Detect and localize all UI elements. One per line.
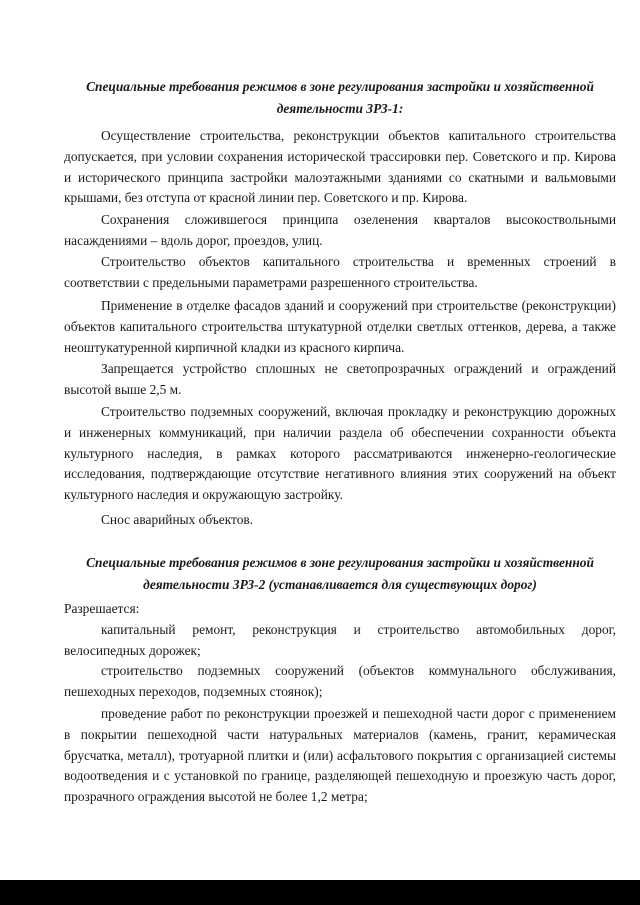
- document-page: [64, 0, 616, 880]
- section1-paragraph-4: Применение в отделке фасадов зданий и сооружений при строительстве (реконструкции) объектов капитального строительства штукатурной отделки светлых оттенков, дерева, а также неоштукатуренной кирпичной кладки из красного кирпича.: [64, 298, 616, 355]
- allowed-label: Разрешается:: [64, 601, 140, 616]
- section1-heading-line1: Специальные требования режимов в зоне регулирования застройки и хозяйственной: [86, 79, 594, 94]
- section1-paragraph-5: Запрещается устройство сплошных не светопрозрачных ограждений и ограждений высотой выше 2,5 м.: [64, 361, 616, 397]
- allowed-item-3: проведение работ по реконструкции проезжей и пешеходной части дорог с применением в покрытии пешеходной части натуральных материалов (камень, гранит, керамическая брусчатка, металл), тротуарной плитки и (или) асфальтового покрытия с организацией системы водоотведения и с установкой по границе, разделяющей пешеходную и проезжую часть дорог, прозрачного ограждения высотой не более 1,2 метра;: [64, 706, 616, 805]
- section1-paragraph-7: Снос аварийных объектов.: [101, 512, 254, 527]
- section1-paragraph-6: Строительство подземных сооружений, включая прокладку и реконструкцию дорожных и инженерных коммуникаций, при наличии раздела об обеспечении сохранности объекта культурного наследия, в рамках которого рассматриваются инженерно-геологические исследования, подтверждающие отсутствие негативного влияния этих сооружений на объект культурного наследия и окружающую застройку.: [64, 404, 616, 503]
- section1-heading-line2: деятельности ЗРЗ-1:: [276, 101, 404, 116]
- section1-paragraph-3: Строительство объектов капитального строительства и временных строений в соответствии с предельными параметрами разрешенного строительства.: [64, 254, 616, 290]
- section1-paragraph-1: Осуществление строительства, реконструкции объектов капитального строительства допускается, при условии сохранения исторической трассировки пер. Советского и пр. Кирова и исторического принципа застройки малоэтажными зданиями со скатными и вальмовыми крышами, без отступа от красной линии пер. Советского и пр. Кирова.: [64, 128, 616, 206]
- allowed-item-1: капитальный ремонт, реконструкция и строительство автомобильных дорог, велосипедных дорожек;: [64, 622, 616, 658]
- allowed-item-2: строительство подземных сооружений (объектов коммунального обслуживания, пешеходных переходов, подземных стоянок);: [64, 663, 616, 699]
- scan-border: [0, 880, 640, 905]
- section2-heading-line2: деятельности ЗРЗ-2 (устанавливается для существующих дорог): [143, 577, 537, 592]
- section2-heading-line1: Специальные требования режимов в зоне регулирования застройки и хозяйственной: [86, 555, 594, 570]
- section1-paragraph-2: Сохранения сложившегося принципа озеленения кварталов высокоствольными насаждениями – вдоль дорог, проездов, улиц.: [64, 212, 616, 248]
